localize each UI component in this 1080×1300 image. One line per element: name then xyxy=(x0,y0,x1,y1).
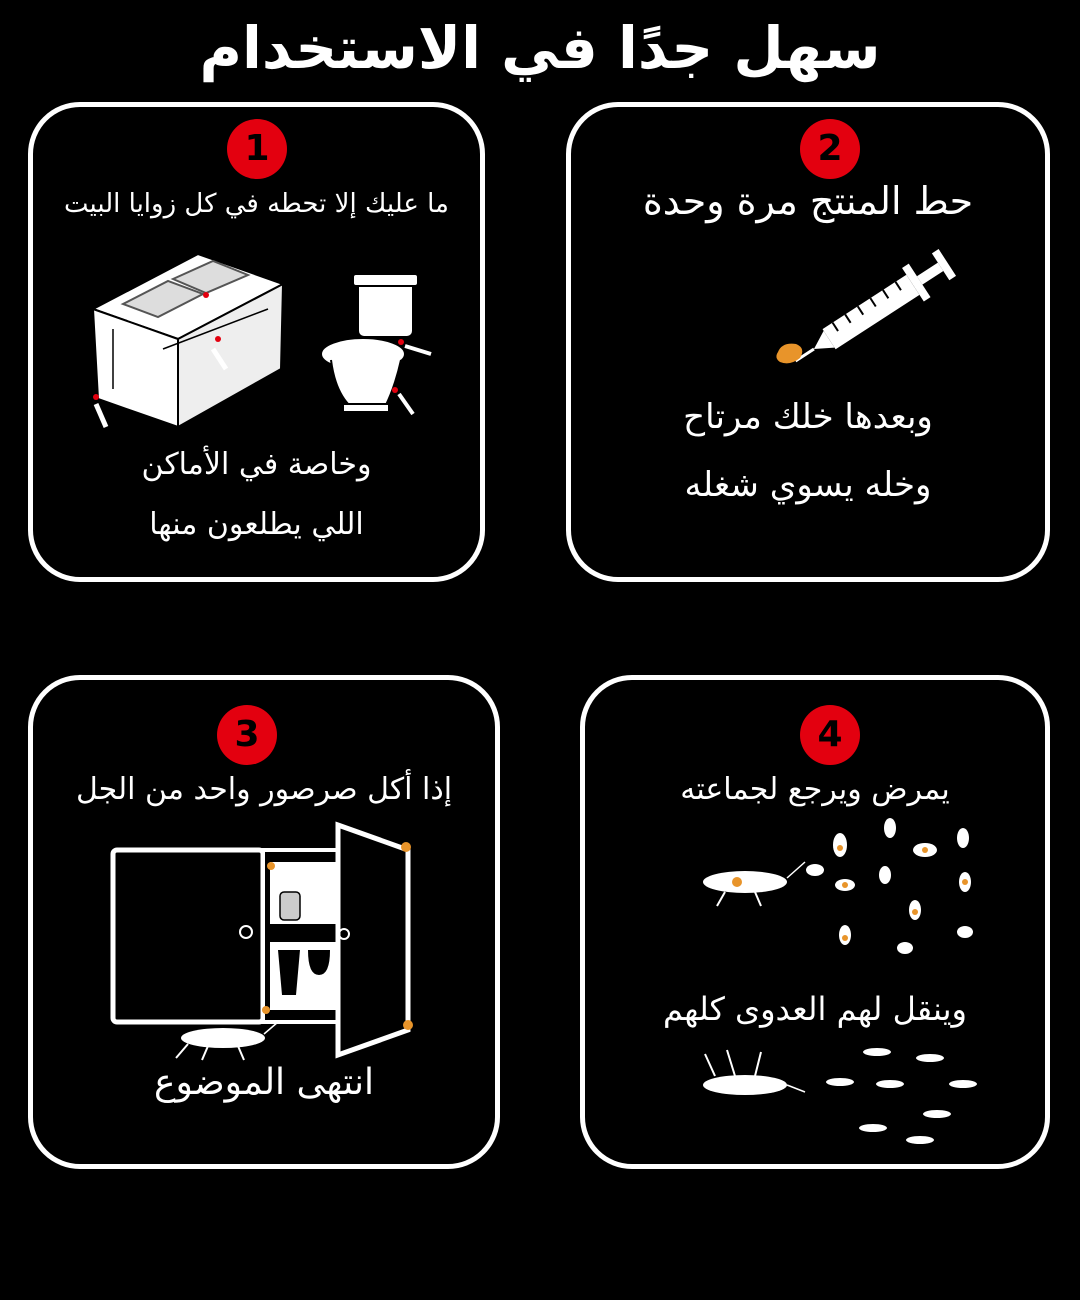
step-number-badge: 1 xyxy=(227,119,287,179)
step-text-line-2: اللي يطلعون منها xyxy=(149,507,364,542)
sink-cabinet-icon xyxy=(88,249,288,429)
step-text-line-1: وخاصة في الأماكن xyxy=(141,447,372,482)
cockroach-swarm-icon xyxy=(695,820,995,960)
step-card-4 xyxy=(580,675,1050,1169)
step-heading: حط المنتج مرة وحدة xyxy=(642,179,974,223)
step-text-line-2: وخله يسوي شغله xyxy=(684,465,932,505)
toilet-icon xyxy=(313,272,453,422)
step-card-2 xyxy=(566,102,1050,582)
cockroach-icon xyxy=(168,1020,278,1060)
step-text-line-1: انتهى الموضوع xyxy=(154,1062,374,1103)
step-heading: ما عليك إلا تحطه في كل زوايا البيت xyxy=(64,189,449,219)
step-card-3 xyxy=(28,675,500,1169)
step-number-badge: 3 xyxy=(217,705,277,765)
step-text-line-1: وبعدها خلك مرتاح xyxy=(683,397,933,437)
step-heading: إذا أكل صرصور واحد من الجل xyxy=(75,772,453,807)
page-title: سهل جدًا في الاستخدام xyxy=(199,14,881,82)
step-card-1 xyxy=(28,102,485,582)
step-text-line-1: وينقل لهم العدوى كلهم xyxy=(663,990,967,1028)
dead-cockroaches-icon xyxy=(695,1040,995,1150)
gel-drop-icon xyxy=(774,340,808,366)
step-number-badge: 2 xyxy=(800,119,860,179)
step-heading: يمرض ويرجع لجماعته xyxy=(680,772,950,807)
step-number-badge: 4 xyxy=(800,705,860,765)
